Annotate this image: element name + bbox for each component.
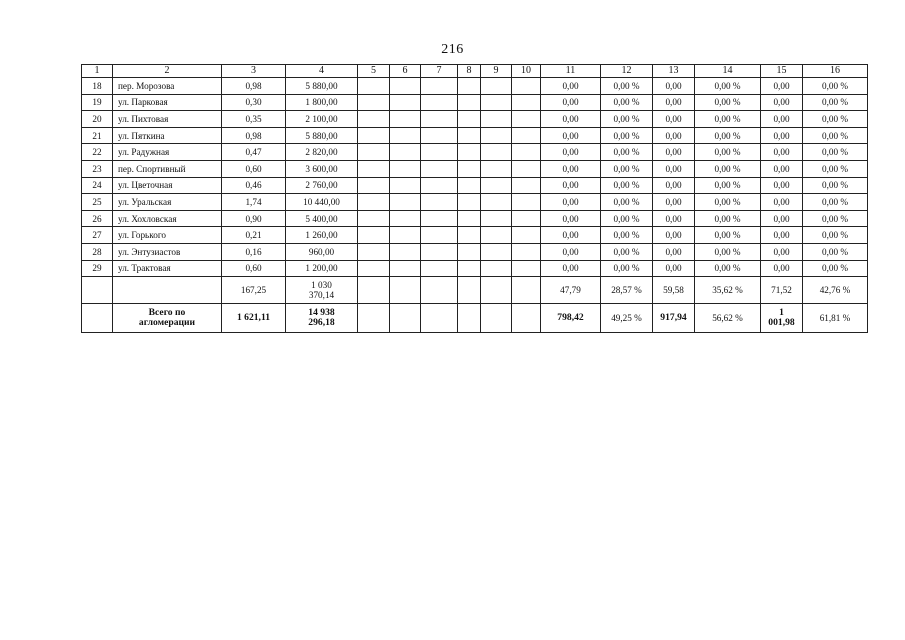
column-header: 15 — [761, 65, 803, 78]
percent-c16: 0,00 % — [803, 127, 868, 144]
value-c13: 0,00 — [653, 177, 695, 194]
empty-cell — [358, 304, 390, 333]
column-header: 16 — [803, 65, 868, 78]
percent-c16: 0,00 % — [803, 144, 868, 161]
value-c15: 0,00 — [761, 260, 803, 277]
street-name: ул. Цветочная — [113, 177, 222, 194]
percent-c14: 0,00 % — [695, 243, 761, 260]
total-label-line1: Всего по — [148, 307, 186, 319]
street-name: ул. Радужная — [113, 144, 222, 161]
empty-cell — [390, 160, 421, 177]
empty-cell — [512, 277, 541, 304]
row-number: 23 — [82, 160, 113, 177]
empty-cell — [358, 194, 390, 211]
empty-cell — [458, 144, 481, 161]
row-number: 26 — [82, 210, 113, 227]
column-number-row — [82, 65, 868, 78]
cost-value: 10 440,00 — [286, 194, 358, 211]
empty-cell — [512, 111, 541, 128]
empty-cell — [421, 111, 458, 128]
total-length: 1 621,11 — [222, 304, 286, 333]
empty-cell — [358, 177, 390, 194]
length-km: 0,60 — [222, 160, 286, 177]
value-c15: 0,00 — [761, 94, 803, 111]
empty-cell — [481, 144, 512, 161]
subtotal-row — [82, 277, 868, 304]
row-number: 20 — [82, 111, 113, 128]
empty-cell — [421, 78, 458, 95]
street-name: ул. Пяткина — [113, 127, 222, 144]
table-row — [82, 111, 868, 128]
cost-value: 5 880,00 — [286, 78, 358, 95]
street-name: ул. Уральская — [113, 194, 222, 211]
percent-c12: 0,00 % — [601, 111, 653, 128]
percent-c14: 0,00 % — [695, 210, 761, 227]
percent-c12: 0,00 % — [601, 78, 653, 95]
subtotal-c16: 42,76 % — [803, 277, 868, 304]
empty-cell — [481, 277, 512, 304]
empty-cell — [421, 177, 458, 194]
value-c13: 0,00 — [653, 144, 695, 161]
value-c11: 0,00 — [541, 177, 601, 194]
empty-cell — [390, 194, 421, 211]
percent-c12: 0,00 % — [601, 94, 653, 111]
table-row — [82, 144, 868, 161]
length-km: 0,46 — [222, 177, 286, 194]
street-name: пер. Морозова — [113, 78, 222, 95]
empty-cell — [358, 260, 390, 277]
value-c13: 0,00 — [653, 94, 695, 111]
empty-cell — [512, 78, 541, 95]
percent-c16: 0,00 % — [803, 194, 868, 211]
cost-value: 960,00 — [286, 243, 358, 260]
value-c11: 0,00 — [541, 210, 601, 227]
table-row — [82, 177, 868, 194]
street-name: ул. Парковая — [113, 94, 222, 111]
cost-value: 1 800,00 — [286, 94, 358, 111]
value-c11: 0,00 — [541, 127, 601, 144]
empty-cell — [390, 127, 421, 144]
empty-cell — [421, 243, 458, 260]
empty-cell — [458, 111, 481, 128]
value-c13: 0,00 — [653, 194, 695, 211]
subtotal-cost-line2: 370,14 — [308, 290, 335, 301]
empty-cell — [390, 227, 421, 244]
empty-cell — [512, 304, 541, 333]
value-c13: 0,00 — [653, 227, 695, 244]
percent-c14: 0,00 % — [695, 260, 761, 277]
percent-c16: 0,00 % — [803, 160, 868, 177]
empty-cell — [481, 94, 512, 111]
column-header: 6 — [390, 65, 421, 78]
page-number: 216 — [441, 42, 464, 57]
value-c15: 0,00 — [761, 243, 803, 260]
empty-cell — [421, 94, 458, 111]
empty-cell — [512, 177, 541, 194]
percent-c16: 0,00 % — [803, 94, 868, 111]
empty-cell — [458, 277, 481, 304]
empty-cell — [458, 260, 481, 277]
table-row — [82, 78, 868, 95]
percent-c12: 0,00 % — [601, 144, 653, 161]
row-number: 27 — [82, 227, 113, 244]
row-number: 29 — [82, 260, 113, 277]
subtotal-c12: 28,57 % — [601, 277, 653, 304]
percent-c12: 0,00 % — [601, 243, 653, 260]
total-cost-line2: 296,18 — [308, 317, 335, 329]
cost-value: 5 880,00 — [286, 127, 358, 144]
total-c15 — [761, 304, 803, 333]
column-header: 2 — [113, 65, 222, 78]
empty-cell — [512, 260, 541, 277]
table-row — [82, 260, 868, 277]
empty-cell — [358, 160, 390, 177]
empty-cell — [458, 227, 481, 244]
empty-cell — [358, 227, 390, 244]
column-header: 1 — [82, 65, 113, 78]
cost-value: 2 100,00 — [286, 111, 358, 128]
empty-cell — [458, 78, 481, 95]
subtotal-c14: 35,62 % — [695, 277, 761, 304]
value-c13: 0,00 — [653, 78, 695, 95]
total-cost-line1: 14 938 — [308, 307, 335, 319]
value-c11: 0,00 — [541, 94, 601, 111]
empty-cell — [421, 227, 458, 244]
column-header: 5 — [358, 65, 390, 78]
value-c11: 0,00 — [541, 160, 601, 177]
length-km: 0,35 — [222, 111, 286, 128]
percent-c14: 0,00 % — [695, 144, 761, 161]
column-header: 13 — [653, 65, 695, 78]
length-km: 0,47 — [222, 144, 286, 161]
value-c13: 0,00 — [653, 260, 695, 277]
empty-cell — [458, 160, 481, 177]
total-c14: 56,62 % — [695, 304, 761, 333]
value-c15: 0,00 — [761, 177, 803, 194]
value-c11: 0,00 — [541, 260, 601, 277]
row-number: 25 — [82, 194, 113, 211]
data-table — [81, 64, 868, 333]
empty-cell — [481, 160, 512, 177]
column-header: 4 — [286, 65, 358, 78]
table-row — [82, 227, 868, 244]
table-row — [82, 127, 868, 144]
value-c13: 0,00 — [653, 127, 695, 144]
percent-c14: 0,00 % — [695, 111, 761, 128]
empty-cell — [512, 194, 541, 211]
percent-c14: 0,00 % — [695, 127, 761, 144]
total-cost — [286, 304, 358, 333]
empty-cell — [358, 78, 390, 95]
empty-cell — [421, 194, 458, 211]
column-header: 11 — [541, 65, 601, 78]
empty-cell — [421, 127, 458, 144]
empty-cell — [390, 210, 421, 227]
row-number: 19 — [82, 94, 113, 111]
value-c11: 0,00 — [541, 227, 601, 244]
percent-c16: 0,00 % — [803, 243, 868, 260]
column-header: 9 — [481, 65, 512, 78]
empty-cell — [458, 94, 481, 111]
total-c15-line2: 001,98 — [768, 317, 795, 329]
subtotal-number-cell — [82, 277, 113, 304]
empty-cell — [512, 227, 541, 244]
street-name: ул. Трактовая — [113, 260, 222, 277]
empty-cell — [358, 243, 390, 260]
empty-cell — [458, 210, 481, 227]
empty-cell — [421, 144, 458, 161]
percent-c16: 0,00 % — [803, 210, 868, 227]
value-c13: 0,00 — [653, 210, 695, 227]
column-header: 3 — [222, 65, 286, 78]
column-header: 7 — [421, 65, 458, 78]
length-km: 1,74 — [222, 194, 286, 211]
empty-cell — [481, 227, 512, 244]
empty-cell — [512, 243, 541, 260]
column-header: 8 — [458, 65, 481, 78]
value-c13: 0,00 — [653, 243, 695, 260]
percent-c12: 0,00 % — [601, 194, 653, 211]
subtotal-cost-line1: 1 030 — [311, 280, 332, 291]
row-number: 22 — [82, 144, 113, 161]
table-row — [82, 94, 868, 111]
length-km: 0,60 — [222, 260, 286, 277]
empty-cell — [390, 260, 421, 277]
length-km: 0,98 — [222, 127, 286, 144]
empty-cell — [390, 277, 421, 304]
total-c13: 917,94 — [653, 304, 695, 333]
empty-cell — [390, 94, 421, 111]
percent-c14: 0,00 % — [695, 94, 761, 111]
total-c16: 61,81 % — [803, 304, 868, 333]
percent-c14: 0,00 % — [695, 78, 761, 95]
empty-cell — [512, 160, 541, 177]
street-name: ул. Горького — [113, 227, 222, 244]
empty-cell — [358, 210, 390, 227]
empty-cell — [421, 260, 458, 277]
empty-cell — [481, 210, 512, 227]
empty-cell — [512, 94, 541, 111]
percent-c16: 0,00 % — [803, 177, 868, 194]
empty-cell — [481, 111, 512, 128]
total-label — [113, 304, 222, 333]
value-c13: 0,00 — [653, 160, 695, 177]
length-km: 0,90 — [222, 210, 286, 227]
subtotal-cost — [286, 277, 358, 304]
empty-cell — [481, 260, 512, 277]
street-name: ул. Энтузиастов — [113, 243, 222, 260]
empty-cell — [358, 111, 390, 128]
row-number: 21 — [82, 127, 113, 144]
percent-c14: 0,00 % — [695, 177, 761, 194]
value-c11: 0,00 — [541, 111, 601, 128]
total-c15-line1: 1 — [779, 307, 784, 319]
percent-c16: 0,00 % — [803, 227, 868, 244]
cost-value: 2 760,00 — [286, 177, 358, 194]
percent-c14: 0,00 % — [695, 227, 761, 244]
column-header: 12 — [601, 65, 653, 78]
value-c15: 0,00 — [761, 210, 803, 227]
empty-cell — [390, 78, 421, 95]
empty-cell — [358, 94, 390, 111]
empty-cell — [481, 243, 512, 260]
percent-c16: 0,00 % — [803, 78, 868, 95]
percent-c14: 0,00 % — [695, 194, 761, 211]
table-row — [82, 160, 868, 177]
empty-cell — [512, 210, 541, 227]
empty-cell — [481, 127, 512, 144]
cost-value: 2 820,00 — [286, 144, 358, 161]
empty-cell — [390, 144, 421, 161]
total-label-line2: агломерации — [138, 317, 196, 329]
table-row — [82, 210, 868, 227]
row-number: 18 — [82, 78, 113, 95]
value-c11: 0,00 — [541, 78, 601, 95]
column-header: 10 — [512, 65, 541, 78]
table-row — [82, 243, 868, 260]
column-header: 14 — [695, 65, 761, 78]
street-name: пер. Спортивный — [113, 160, 222, 177]
empty-cell — [421, 304, 458, 333]
empty-cell — [421, 210, 458, 227]
empty-cell — [390, 304, 421, 333]
percent-c12: 0,00 % — [601, 127, 653, 144]
empty-cell — [458, 243, 481, 260]
cost-value: 1 260,00 — [286, 227, 358, 244]
empty-cell — [390, 243, 421, 260]
row-number: 24 — [82, 177, 113, 194]
empty-cell — [481, 304, 512, 333]
empty-cell — [458, 127, 481, 144]
value-c15: 0,00 — [761, 144, 803, 161]
total-c11: 798,42 — [541, 304, 601, 333]
street-name: ул. Хохловская — [113, 210, 222, 227]
percent-c14: 0,00 % — [695, 160, 761, 177]
subtotal-label-cell — [113, 277, 222, 304]
cost-value: 1 200,00 — [286, 260, 358, 277]
empty-cell — [390, 177, 421, 194]
empty-cell — [458, 177, 481, 194]
street-name: ул. Пихтовая — [113, 111, 222, 128]
total-c12: 49,25 % — [601, 304, 653, 333]
empty-cell — [481, 78, 512, 95]
percent-c12: 0,00 % — [601, 260, 653, 277]
row-number: 28 — [82, 243, 113, 260]
percent-c12: 0,00 % — [601, 227, 653, 244]
empty-cell — [512, 127, 541, 144]
value-c15: 0,00 — [761, 111, 803, 128]
value-c11: 0,00 — [541, 194, 601, 211]
length-km: 0,21 — [222, 227, 286, 244]
total-row — [82, 304, 868, 333]
value-c15: 0,00 — [761, 194, 803, 211]
total-number-cell — [82, 304, 113, 333]
empty-cell — [358, 277, 390, 304]
empty-cell — [421, 160, 458, 177]
percent-c12: 0,00 % — [601, 210, 653, 227]
empty-cell — [458, 304, 481, 333]
length-km: 0,98 — [222, 78, 286, 95]
table-row — [82, 194, 868, 211]
cost-value: 5 400,00 — [286, 210, 358, 227]
empty-cell — [390, 111, 421, 128]
value-c13: 0,00 — [653, 111, 695, 128]
subtotal-c11: 47,79 — [541, 277, 601, 304]
percent-c16: 0,00 % — [803, 111, 868, 128]
value-c15: 0,00 — [761, 78, 803, 95]
value-c15: 0,00 — [761, 227, 803, 244]
percent-c12: 0,00 % — [601, 160, 653, 177]
value-c15: 0,00 — [761, 160, 803, 177]
percent-c12: 0,00 % — [601, 177, 653, 194]
empty-cell — [481, 194, 512, 211]
subtotal-c13: 59,58 — [653, 277, 695, 304]
value-c11: 0,00 — [541, 243, 601, 260]
percent-c16: 0,00 % — [803, 260, 868, 277]
value-c15: 0,00 — [761, 127, 803, 144]
empty-cell — [421, 277, 458, 304]
empty-cell — [481, 177, 512, 194]
cost-value: 3 600,00 — [286, 160, 358, 177]
length-km: 0,30 — [222, 94, 286, 111]
subtotal-length: 167,25 — [222, 277, 286, 304]
empty-cell — [512, 144, 541, 161]
value-c11: 0,00 — [541, 144, 601, 161]
empty-cell — [458, 194, 481, 211]
empty-cell — [358, 144, 390, 161]
empty-cell — [358, 127, 390, 144]
length-km: 0,16 — [222, 243, 286, 260]
subtotal-c15: 71,52 — [761, 277, 803, 304]
